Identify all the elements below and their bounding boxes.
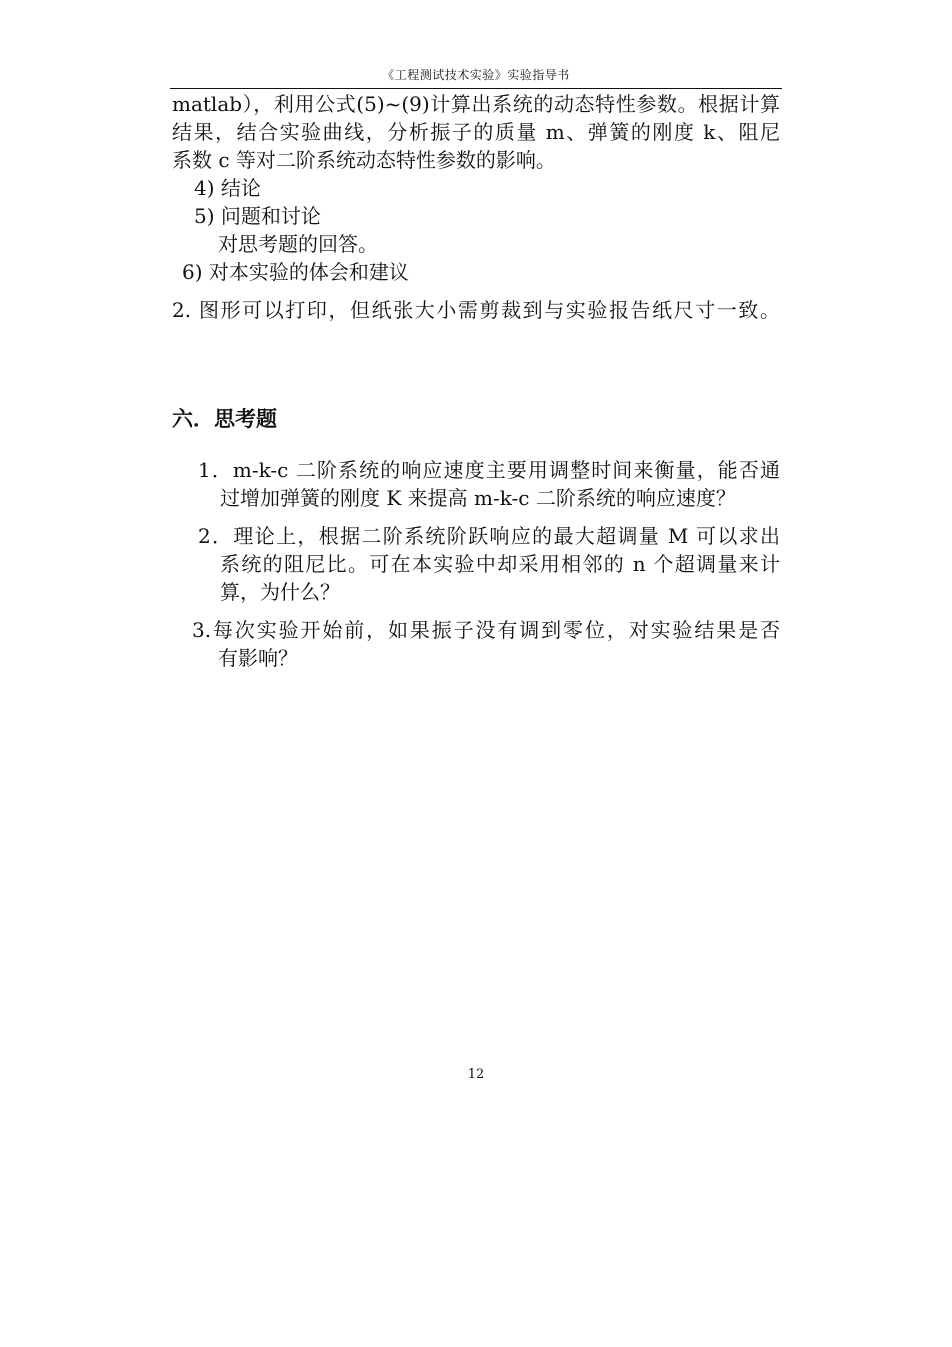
list-item-conclusion: 4) 结论 — [194, 176, 261, 200]
question-1-line: 过增加弹簧的刚度 K 来提高 m-k-c 二阶系统的响应速度？ — [220, 486, 736, 510]
page-number: 12 — [467, 1067, 485, 1082]
list-item-subtext: 对思考题的回答。 — [218, 232, 378, 256]
section-title: 六．思考题 — [172, 406, 277, 431]
question-2-line: 算，为什么？ — [220, 580, 340, 604]
paragraph-line: 结果，结合实验曲线，分析振子的质量 m、弹簧的刚度 k、阻尼 — [172, 120, 780, 144]
list-item-feedback: 6) 对本实验的体会和建议 — [182, 260, 409, 284]
question-1-line: 1．m-k-c 二阶系统的响应速度主要用调整时间来衡量，能否通 — [198, 458, 780, 482]
question-3-line: 3.每次实验开始前，如果振子没有调到零位，对实验结果是否 — [192, 618, 780, 642]
print-note: 2. 图形可以打印，但纸张大小需剪裁到与实验报告纸尺寸一致。 — [172, 298, 780, 322]
question-2-line: 2．理论上，根据二阶系统阶跃响应的最大超调量 M 可以求出 — [198, 524, 780, 548]
list-item-discussion: 5) 问题和讨论 — [194, 204, 321, 228]
running-header: 《工程测试技术实验》实验指导书 — [382, 68, 570, 82]
header-rule — [170, 88, 782, 89]
question-3-line: 有影响？ — [218, 646, 298, 670]
question-2-line: 系统的阻尼比。可在本实验中却采用相邻的 n 个超调量来计 — [220, 552, 780, 576]
paragraph-line: matlab），利用公式(5)~(9)计算出系统的动态特性参数。根据计算 — [172, 92, 780, 116]
paragraph-line: 系数 c 等对二阶系统动态特性参数的影响。 — [172, 148, 556, 172]
